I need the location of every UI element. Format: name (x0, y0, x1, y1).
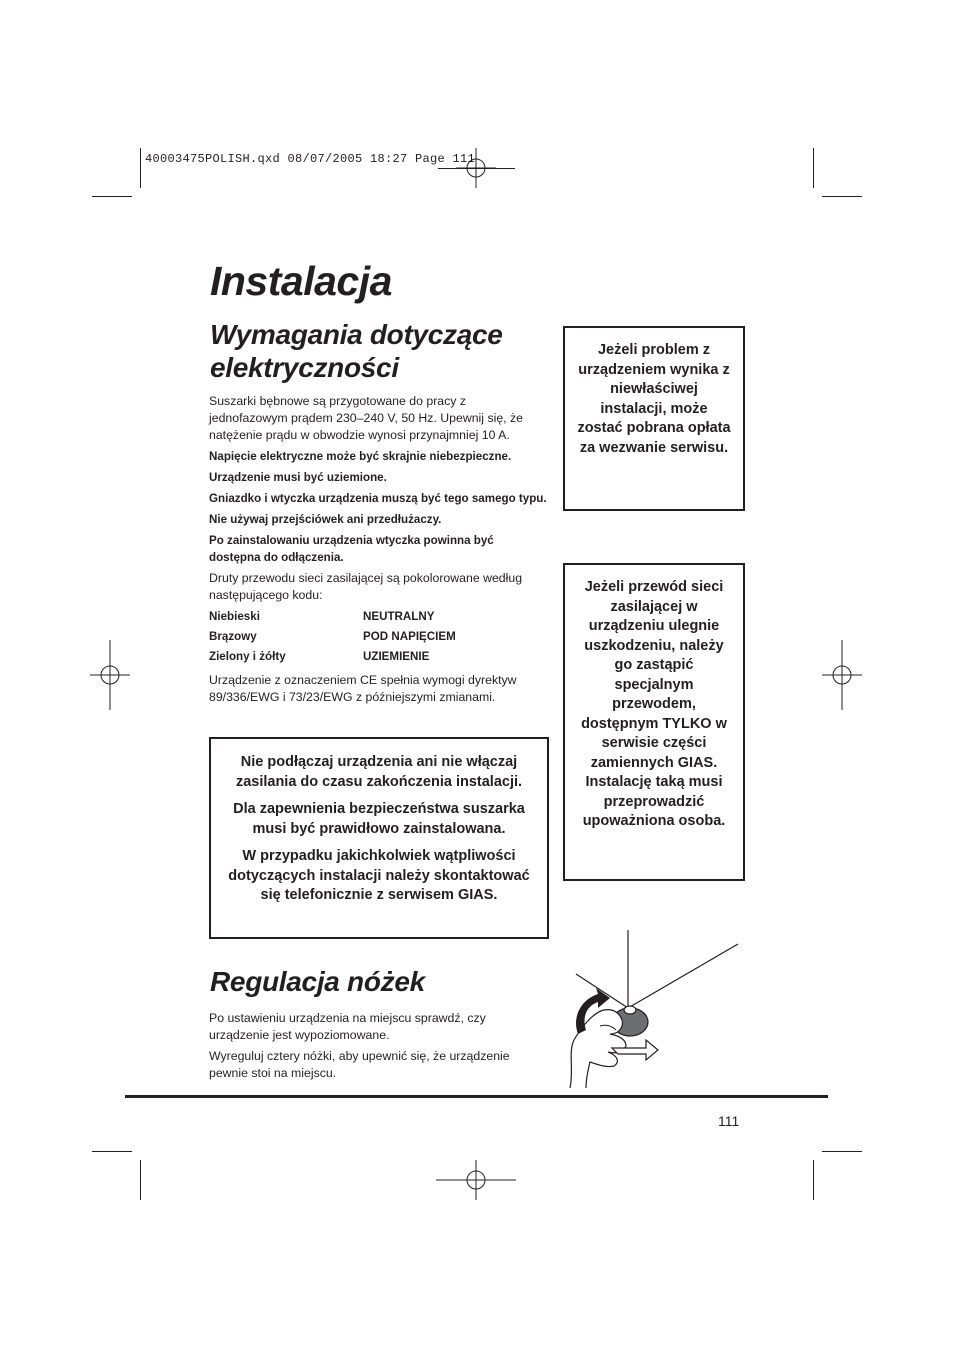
crop-mark-br-h (822, 1151, 862, 1152)
feet-paragraph: Po ustawieniu urządzenia na miejscu sprawdź, czy urządzenie jest wypoziomowane. (209, 1011, 486, 1042)
crop-mark-tr-h (822, 196, 862, 197)
warning-adapters: Nie używaj przejściówek ani przedłużaczy. (209, 513, 442, 526)
footer-rule (125, 1095, 828, 1098)
registration-mark-left-icon (90, 640, 170, 710)
notice-text: Jeżeli problem z urządzeniem wynika z niewłaściwej instalacji, może zostać pobrana opłata za wezwanie serwisu. (577, 342, 731, 456)
printer-slug: 40003475POLISH.qxd 08/07/2005 18:27 Page 111 (145, 152, 476, 166)
feet-heading: Regulacja nóżek (210, 966, 425, 997)
crop-mark-tr-v (813, 148, 814, 188)
service-charge-notice-box (563, 326, 745, 511)
registration-mark-right-icon (822, 640, 862, 710)
crop-mark-bl-h (92, 1151, 132, 1152)
warning-earth: Urządzenie musi być uziemione. (209, 471, 387, 484)
crop-mark-bl-v (140, 1160, 141, 1200)
electric-heading (210, 318, 503, 384)
warning-plug-access: Po zainstalowaniu urządzenia wtyczka powinna być dostępna do odłączenia. (209, 534, 494, 564)
wire-color: Niebieski (209, 610, 260, 623)
hand-adjusting-foot-icon (560, 930, 745, 1090)
feet-body (209, 1010, 529, 1086)
notice-text: Jeżeli przewód sieci zasilającej w urządzeniu ulegnie uszkodzeniu, należy go zastąpić specjalnym przewodem, dostępnym TYLKO w serwisie części zamiennych GIAS. Instalację taką musi przeprowadzić upoważniona osoba. (581, 579, 727, 829)
wire-meaning: NEUTRALNY (363, 610, 435, 623)
wire-meaning: POD NAPIĘCIEM (363, 630, 456, 643)
wire-color: Brązowy (209, 630, 257, 643)
wire-meaning: UZIEMIENIE (363, 650, 430, 663)
registration-mark-bottom-icon (436, 1160, 516, 1200)
wire-color: Zielony i żółty (209, 650, 286, 663)
wire-code-intro: Druty przewodu sieci zasilającej są pokolorowane według następującego kodu: (209, 571, 523, 602)
electric-heading-line2: elektryczności (210, 352, 399, 383)
registration-mark-top-icon (456, 148, 496, 188)
feet-paragraph: Wyreguluj cztery nóżki, aby upewnić się, że urządzenie pewnie stoi na miejscu. (209, 1049, 510, 1080)
crop-mark-tl-h (92, 196, 132, 197)
table-row (209, 628, 456, 648)
table-row (209, 648, 456, 668)
warning-plug: Gniazdko i wtyczka urządzenia muszą być tego samego typu. (209, 492, 547, 505)
page-number: 111 (718, 1113, 740, 1129)
warning-box-text: Dla zapewnienia bezpieczeństwa suszarka musi być prawidłowo zainstalowana. (233, 801, 525, 837)
page-title: Instalacja (210, 258, 392, 304)
warning-box-text: W przypadku jakichkolwiek wątpliwości dotyczących instalacji należy skontaktować się telefonicznie z serwisem GIAS. (228, 848, 530, 903)
electric-paragraph: Suszarki bębnowe są przygotowane do pracy z jednofazowym prądem 230–240 V, 50 Hz. Upewnij się, że natężenie prądu w obwodzie wynosi przynajmniej 10 A. (209, 394, 523, 442)
crop-mark-br-v (813, 1160, 814, 1200)
wire-color-table (209, 608, 456, 668)
crop-mark-tl-v (140, 148, 141, 188)
electric-heading-line1: Wymagania dotyczące (210, 319, 503, 350)
power-cord-notice-box (563, 563, 745, 881)
table-row (209, 608, 456, 628)
warning-voltage: Napięcie elektryczne może być skrajnie niebezpieczne. (209, 450, 512, 463)
electric-body (209, 393, 547, 710)
installation-warning-box (209, 737, 549, 939)
ce-directive-note: Urządzenie z oznaczeniem CE spełnia wymogi dyrektyw 89/336/EWG i 73/23/EWG z późniejszymi zmianami. (209, 673, 517, 704)
warning-box-text: Nie podłączaj urządzenia ani nie włączaj zasilania do czasu zakończenia instalacji. (235, 754, 523, 790)
